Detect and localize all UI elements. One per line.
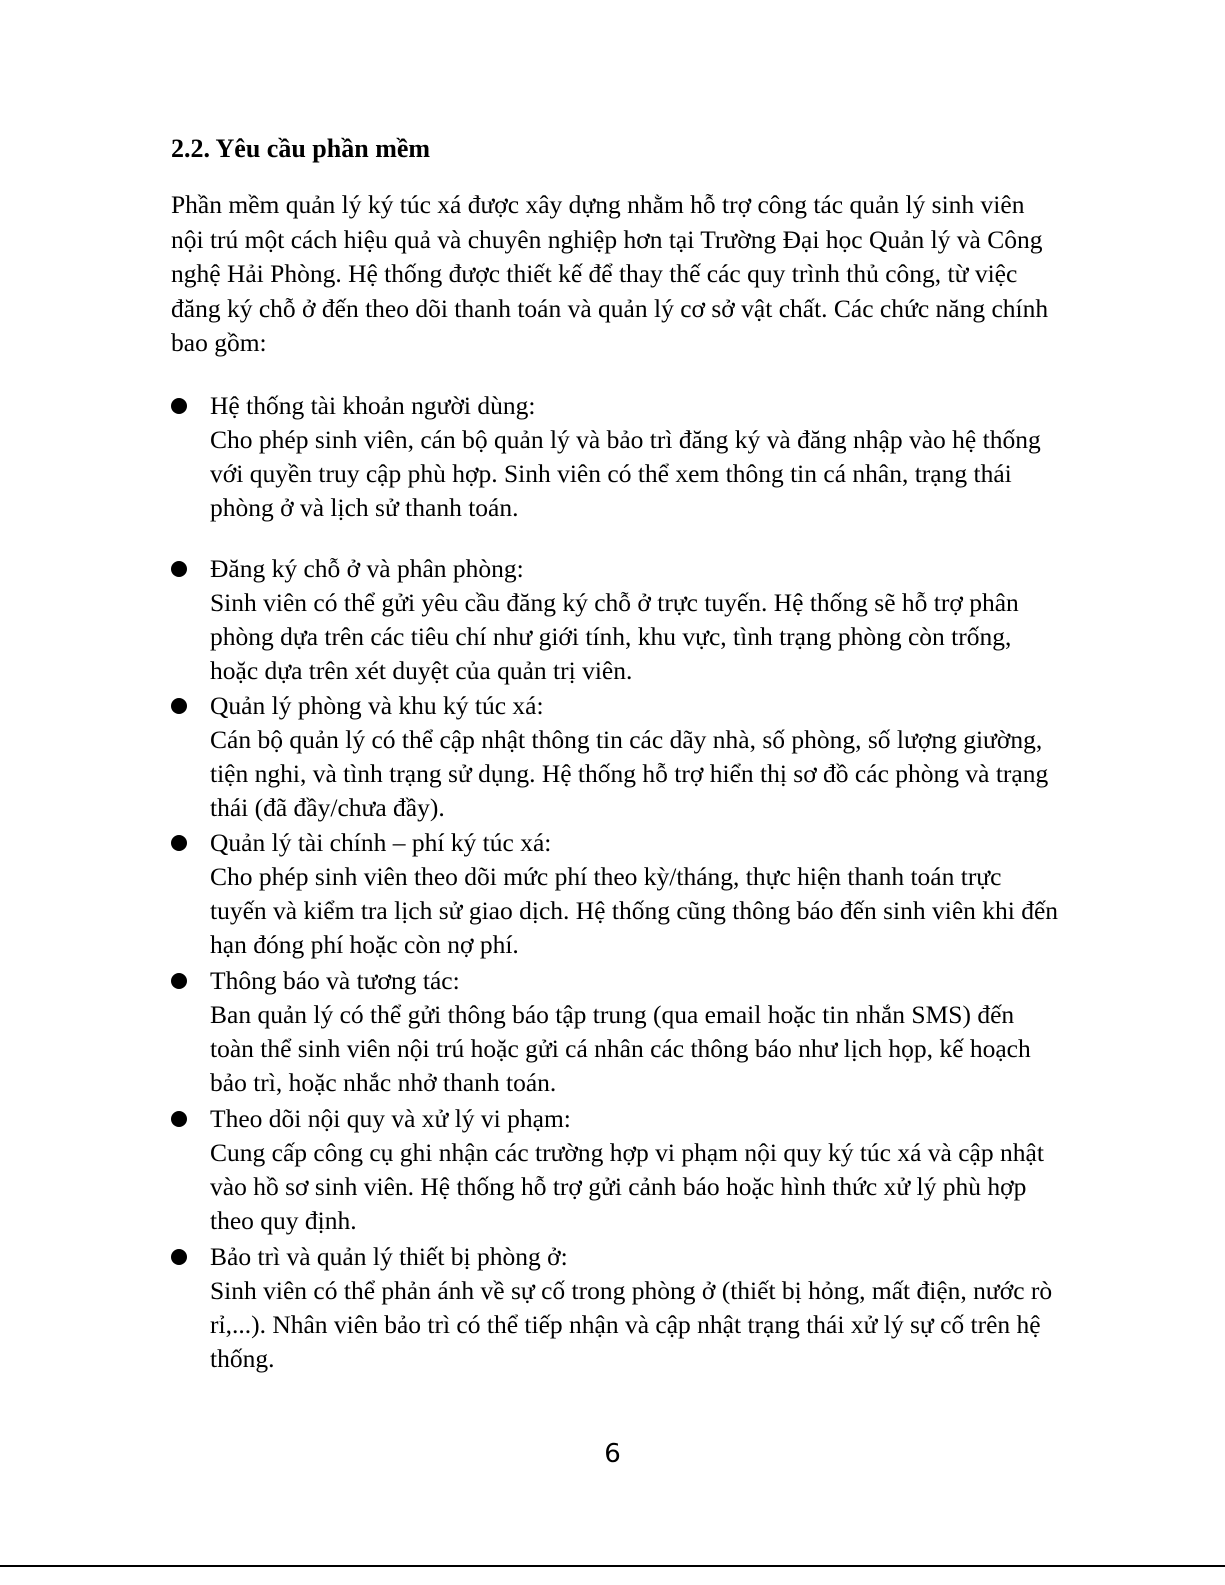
intro-line: Phần mềm quản lý ký túc xá được xây dựng nhằm hỗ trợ công tác quản lý sinh viên [171, 190, 1025, 219]
bullet-icon [171, 973, 187, 989]
bullet-icon [171, 561, 187, 577]
bullet-icon [171, 398, 187, 414]
list-item-title: Đăng ký chỗ ở và phân phòng: [210, 554, 524, 583]
list-item-line: vào hồ sơ sinh viên. Hệ thống hỗ trợ gửi cảnh báo hoặc hình thức xử lý phù hợp [210, 1172, 1027, 1201]
list-item-line: thái (đã đầy/chưa đầy). [210, 793, 445, 822]
bullet-icon [171, 1111, 187, 1127]
list-item-body [210, 860, 1086, 962]
section-heading: 2.2. Yêu cầu phần mềm [171, 134, 431, 163]
list-item-body [210, 998, 1086, 1100]
list-item-title: Bảo trì và quản lý thiết bị phòng ở: [210, 1242, 568, 1271]
list-item-title: Theo dõi nội quy và xử lý vi phạm: [210, 1104, 571, 1133]
list-item-body [210, 1136, 1086, 1238]
bullet-icon [171, 698, 187, 714]
page-number: 6 [604, 1439, 621, 1469]
list-item-line: Sinh viên có thể gửi yêu cầu đăng ký chỗ ở trực tuyến. Hệ thống sẽ hỗ trợ phân [210, 588, 1019, 617]
list-item-title: Quản lý tài chính – phí ký túc xá: [210, 828, 552, 857]
list-item-line: toàn thể sinh viên nội trú hoặc gửi cá nhân các thông báo như lịch họp, kế hoạch [210, 1034, 1031, 1063]
list-item-line: bảo trì, hoặc nhắc nhở thanh toán. [210, 1068, 557, 1097]
list-item-line: với quyền truy cập phù hợp. Sinh viên có thể xem thông tin cá nhân, trạng thái [210, 459, 1012, 488]
list-item-body [210, 723, 1086, 825]
intro-line: bao gồm: [171, 328, 267, 357]
list-item-line: Cho phép sinh viên theo dõi mức phí theo kỳ/tháng, thực hiện thanh toán trực [210, 862, 1002, 891]
list-item-line: thống. [210, 1344, 275, 1373]
intro-line: nội trú một cách hiệu quả và chuyên nghiệp hơn tại Trường Đại học Quản lý và Công [171, 224, 1043, 254]
list-item-line: rỉ,...). Nhân viên bảo trì có thể tiếp nhận và cập nhật trạng thái xử lý sự cố trên hệ [210, 1310, 1041, 1339]
list-item-line: phòng dựa trên các tiêu chí như giới tính, khu vực, tình trạng phòng còn trống, [210, 622, 1012, 651]
list-item-line: Sinh viên có thể phản ánh về sự cố trong phòng ở (thiết bị hỏng, mất điện, nước rò [210, 1276, 1053, 1305]
list-item-body [210, 423, 1086, 525]
list-item-body [210, 586, 1086, 688]
intro-line: đăng ký chỗ ở đến theo dõi thanh toán và quản lý cơ sở vật chất. Các chức năng chính [171, 293, 1049, 323]
list-item-line: Ban quản lý có thể gửi thông báo tập trung (qua email hoặc tin nhắn SMS) đến [210, 1000, 1015, 1029]
list-item-line: Cho phép sinh viên, cán bộ quản lý và bảo trì đăng ký và đăng nhập vào hệ thống [210, 425, 1041, 454]
list-item-line: theo quy định. [210, 1206, 357, 1235]
bottom-divider [0, 1565, 1225, 1567]
list-item-title: Thông báo và tương tác: [210, 966, 460, 995]
intro-line: nghệ Hải Phòng. Hệ thống được thiết kế để thay thế các quy trình thủ công, từ việc [171, 259, 1018, 288]
list-item-line: hoặc dựa trên xét duyệt của quản trị viên. [210, 656, 633, 685]
bullet-icon [171, 1249, 187, 1265]
list-item-line: hạn đóng phí hoặc còn nợ phí. [210, 930, 519, 959]
intro-paragraph [171, 188, 1086, 361]
bullet-icon [171, 835, 187, 851]
list-item-line: Cán bộ quản lý có thể cập nhật thông tin các dãy nhà, số phòng, số lượng giường, [210, 725, 1043, 754]
list-item-line: phòng ở và lịch sử thanh toán. [210, 493, 519, 522]
list-item-line: tuyến và kiểm tra lịch sử giao dịch. Hệ thống cũng thông báo đến sinh viên khi đến [210, 896, 1059, 925]
list-item-title: Quản lý phòng và khu ký túc xá: [210, 691, 544, 720]
list-item-line: Cung cấp công cụ ghi nhận các trường hợp vi phạm nội quy ký túc xá và cập nhật [210, 1138, 1044, 1167]
list-item-title: Hệ thống tài khoản người dùng: [210, 391, 536, 420]
list-item-line: tiện nghi, và tình trạng sử dụng. Hệ thống hỗ trợ hiển thị sơ đồ các phòng và trạng [210, 759, 1049, 788]
list-item-body [210, 1274, 1086, 1376]
